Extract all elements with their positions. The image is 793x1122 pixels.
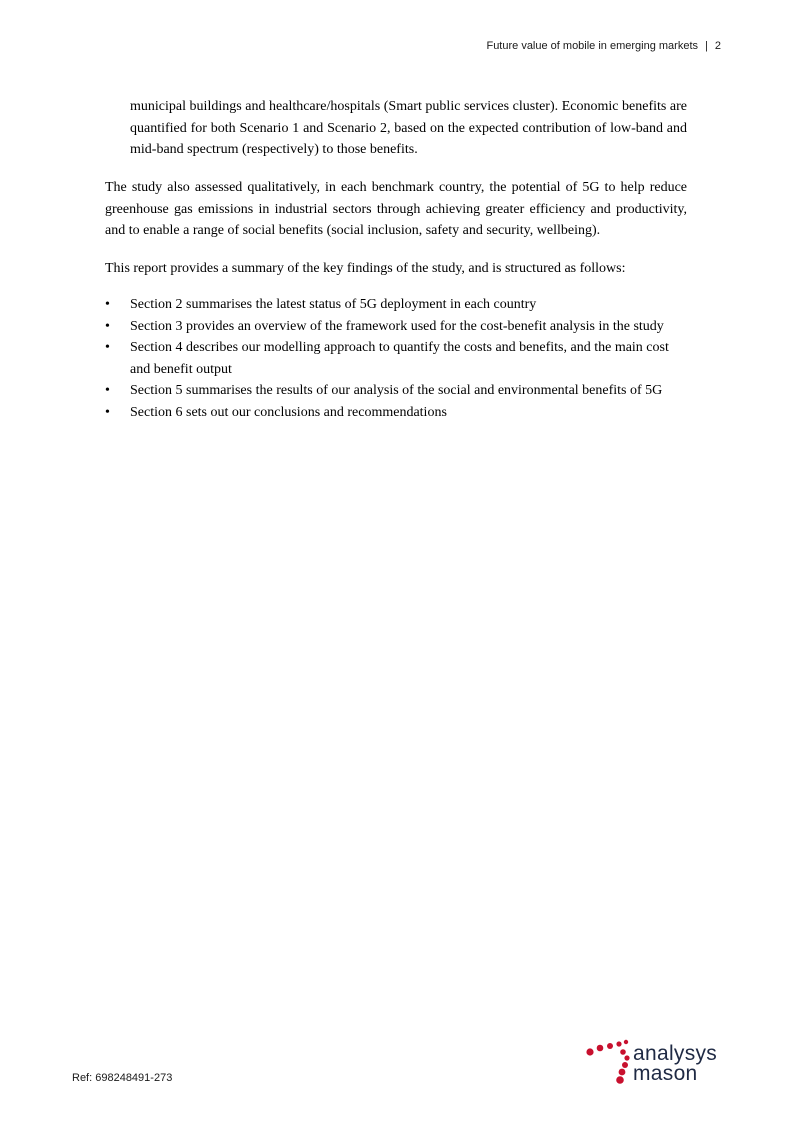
list-item-text: Section 6 sets out our conclusions and recommendations	[130, 404, 447, 420]
header-separator: |	[705, 40, 708, 52]
body-paragraph-qualitative-assessment: The study also assessed qualitatively, in each benchmark country, the potential of 5G to help reduce greenhouse gas emissions in industrial sectors through achieving greater efficiency and productivity, and to enable a range of social benefits (social inclusion, safety and security, wellbeing).	[105, 180, 687, 238]
bullet-icon: •	[105, 318, 110, 334]
list-item-text: Section 4 describes our modelling approach to quantify the costs and benefits, and the main cost and benefit output	[130, 340, 669, 377]
logo-text-line1: analysys	[633, 1042, 718, 1065]
document-reference: Ref: 698248491-273	[72, 1072, 173, 1084]
continued-bullet-paragraph: municipal buildings and healthcare/hospitals (Smart public services cluster). Economic benefits are quantified for both Scenario 1 and Scenario 2, based on the expected contribution of low-band and mid-band spectrum (respectively) to those benefits.	[130, 99, 687, 157]
bullet-icon: •	[105, 340, 110, 355]
list-item	[105, 380, 687, 402]
list-item	[105, 294, 687, 316]
page-number: 2	[714, 40, 721, 52]
section-list	[105, 294, 687, 423]
bullet-icon: •	[105, 297, 110, 312]
document-title: Future value of mobile in emerging markets	[486, 40, 699, 52]
list-item	[105, 402, 687, 424]
list-item-text: Section 3 provides an overview of the framework used for the cost-benefit analysis in the study	[130, 318, 664, 334]
dotted-arc-logo-icon	[585, 1036, 633, 1088]
logo-text-line2: mason	[633, 1062, 698, 1085]
analysys-mason-logo	[585, 1036, 735, 1088]
bullet-icon: •	[105, 383, 110, 398]
list-item-text: Section 2 summarises the latest status of 5G deployment in each country	[130, 297, 537, 312]
body-paragraph-report-structure: This report provides a summary of the key findings of the study, and is structured as follows:	[105, 261, 626, 276]
list-item	[105, 337, 687, 380]
bullet-icon: •	[105, 404, 110, 420]
page-header	[486, 40, 721, 52]
list-item-text: Section 5 summarises the results of our analysis of the social and environmental benefits of 5G	[130, 383, 663, 398]
list-item	[105, 316, 687, 338]
